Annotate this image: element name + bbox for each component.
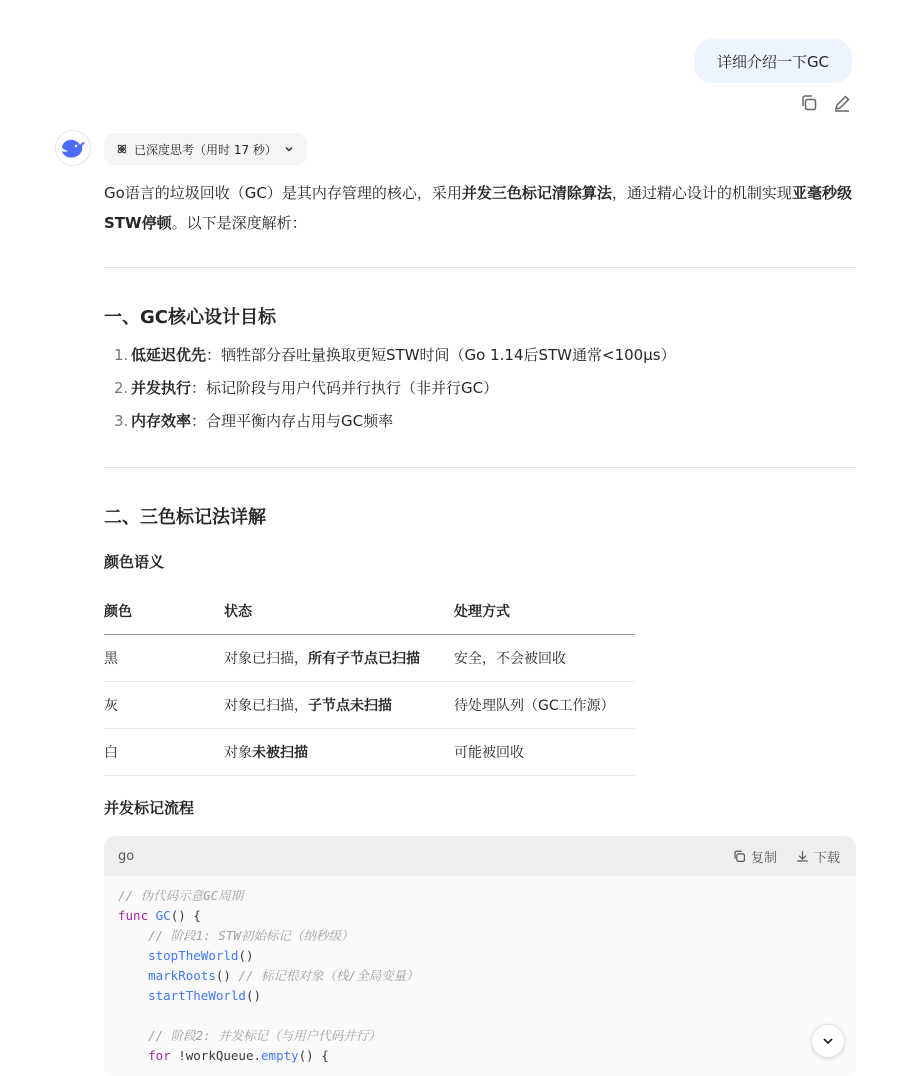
code-keyword: for [148,1048,171,1063]
code-comment: // 伪代码示意GC周期 [118,888,244,903]
code-function: startTheWorld [148,988,246,1003]
edit-icon [832,93,852,113]
code-text: () { [170,908,201,923]
cell-bold: 子节点未扫描 [308,698,392,714]
cell-text: 对象 [224,745,252,761]
download-label: 下载 [813,850,840,866]
table-header: 处理方式 [454,588,635,635]
thinking-toggle[interactable] [104,133,307,165]
chevron-down-icon [283,143,295,155]
list-item-text: ：牺牲部分吞吐量换取更短STW时间（Go 1.14后STW通常<100μs） [206,346,676,364]
copy-icon [732,849,747,864]
list-number: 3. [114,412,129,430]
scroll-to-bottom-button[interactable] [811,1024,845,1058]
thinking-label: 已深度思考（用时 17 秒） [134,142,277,157]
code-comment: // 阶段1: STW初始标记（纳秒级） [148,928,354,943]
code-comment: // 阶段2: 并发标记（与用户代码并行） [148,1028,381,1043]
copy-code-button[interactable] [732,847,777,866]
assistant-avatar [55,130,91,166]
cell-text: 对象已扫描， [224,651,308,667]
code-function: empty [261,1048,299,1063]
list-number: 2. [114,379,129,397]
list-item-bold: 内存效率 [131,412,192,430]
table-row [104,635,635,682]
intro-paragraph [104,178,856,238]
table-cell: 白 [104,729,224,776]
list-item-text: ：合理平衡内存占用与GC频率 [191,412,394,430]
table-header: 状态 [224,588,454,635]
list-item [114,339,676,372]
color-semantics-table [104,588,635,776]
sub-heading: 并发标记流程 [104,799,195,817]
copy-label: 复制 [750,850,777,866]
table-cell: 可能被回收 [454,729,635,776]
cell-bold: 未被扫描 [252,745,308,761]
table-row [104,729,635,776]
code-comment: // 标记根对象（栈/全局变量） [238,968,419,983]
divider [104,267,856,268]
list-number: 1. [114,346,129,364]
code-text: () [238,948,254,963]
code-block [104,836,856,1076]
code-header [104,836,856,876]
intro-bold-algorithm: 并发三色标记清除算法 [461,184,612,202]
cell-text: 对象已扫描， [224,698,308,714]
download-code-button[interactable] [795,847,840,866]
edit-message-button[interactable] [832,93,852,113]
section-heading: 二、三色标记法详解 [104,507,266,528]
code-text: () [215,968,231,983]
cell-bold: 所有子节点已扫描 [308,651,420,667]
table-cell: 灰 [104,682,224,729]
list-item [114,405,676,438]
table-cell: 待处理队列（GC工作源） [454,682,635,729]
table-cell: 黑 [104,635,224,682]
list-item-bold: 并发执行 [131,379,192,397]
code-language: go [118,848,135,864]
code-function: markRoots [148,968,216,983]
code-text: () { [298,1048,329,1063]
table-header: 颜色 [104,588,224,635]
sub-heading: 颜色语义 [104,553,165,571]
intro-bold-stw: 亚毫秒级STW停顿 [104,184,852,232]
copy-icon [799,93,819,113]
table-cell [224,682,454,729]
divider [104,467,856,468]
atom-icon [116,143,128,155]
code-content [104,876,856,1076]
code-function: stopTheWorld [148,948,239,963]
code-keyword: func [118,908,149,923]
table-header-row [104,588,635,635]
user-message-text: 详细介绍一下GC [716,52,830,71]
intro-text: Go语言的垃圾回收（GC）是其内存管理的核心，采用 [104,184,462,202]
section-heading: 一、GC核心设计目标 [104,307,276,328]
download-icon [795,849,810,864]
intro-text: ，通过精心设计的机制实现 [611,184,792,202]
table-cell: 安全，不会被回收 [454,635,635,682]
goals-list [114,339,676,438]
table-cell [224,729,454,776]
intro-text: 。以下是深度解析： [171,214,307,232]
table-cell [224,635,454,682]
deepseek-whale-icon [60,137,86,159]
code-text: () [245,988,262,1003]
list-item-text: ：标记阶段与用户代码并行执行（非并行GC） [191,379,499,397]
list-item [114,372,676,405]
table-row [104,682,635,729]
user-message-bubble [694,39,852,83]
code-function: GC [155,908,171,923]
chevron-down-icon [821,1034,835,1048]
code-text: !workQueue. [178,1048,262,1063]
copy-message-button[interactable] [799,93,819,113]
list-item-bold: 低延迟优先 [131,346,207,364]
